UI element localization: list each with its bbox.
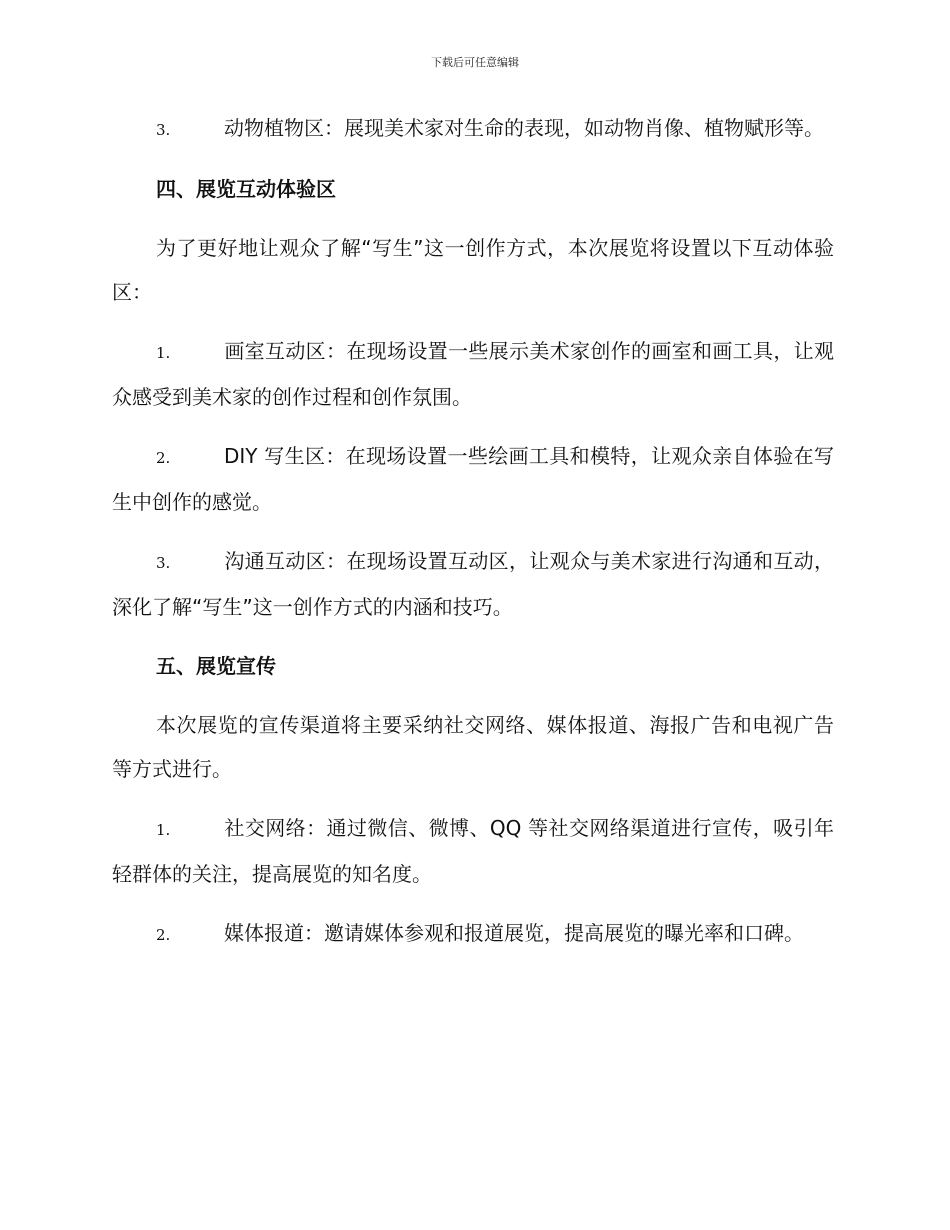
list-item-text: 媒体报道：邀请媒体参观和报道展览，提高展览的曝光率和口碑。: [224, 921, 804, 945]
list-number: 3.: [156, 554, 171, 572]
list-item-animals-plants: [112, 106, 834, 152]
list-item-diy-sketching: [112, 434, 834, 524]
document-body: [112, 106, 834, 972]
paragraph-interactive-intro: 为了更好地让观众了解“写生”这一创作方式，本次展览将设置以下互动体验区：: [112, 236, 834, 304]
list-item-studio: [112, 329, 834, 419]
section-heading-promotion: 五、展览宣传: [156, 654, 276, 678]
list-number: 1.: [156, 344, 171, 362]
list-item-social-network: [112, 806, 834, 896]
list-item-text: 动物植物区：展现美术家对生命的表现，如动物肖像、植物赋形等。: [224, 116, 824, 140]
list-number: 2.: [156, 449, 171, 467]
list-item-communication: [112, 539, 834, 629]
list-item-media-report: [112, 911, 834, 957]
list-number: 1.: [156, 821, 171, 839]
list-item-text: 画室互动区：在现场设置一些展示美术家创作的画室和画工具，让观众感受到美术家的创作过程和创作氛围。: [112, 339, 834, 409]
list-item-text: 沟通互动区：在现场设置互动区，让观众与美术家进行沟通和互动，深化了解“写生”这一创作方式的内涵和技巧。: [112, 549, 834, 619]
list-number: 3.: [156, 121, 171, 139]
page-header-note: 下载后可任意编辑: [431, 56, 519, 69]
paragraph-promotion-intro: 本次展览的宣传渠道将主要采纳社交网络、媒体报道、海报广告和电视广告等方式进行。: [112, 713, 834, 781]
list-item-text: 社交网络：通过微信、微博、QQ 等社交网络渠道进行宣传，吸引年轻群体的关注，提高展览的知名度。: [112, 816, 834, 886]
section-heading-interactive-area: 四、展览互动体验区: [156, 177, 336, 201]
list-number: 2.: [156, 926, 171, 944]
list-item-text: DIY 写生区：在现场设置一些绘画工具和模特，让观众亲自体验在写生中创作的感觉。: [112, 444, 834, 514]
